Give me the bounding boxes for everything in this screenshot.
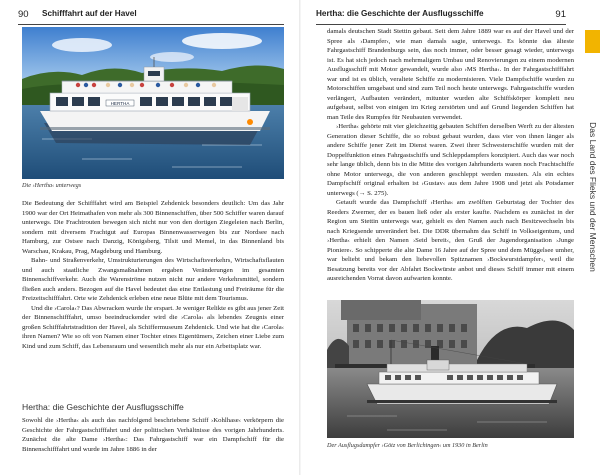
right-page-number: 91 <box>555 9 566 20</box>
left-section-text <box>22 416 284 454</box>
left-running-header <box>18 8 284 25</box>
left-paragraph-2: Bahn- und Straßenverkehr, Umstrukturierungen des Wirtschaftsverkehrs, Wirtschaftsflauten und auch staatliche Zwangsmaßnahmen ergaben Veränderungen im gesamten Binnenschiffverkehr. Auch die Warenströme nutzen nicht nur andere Verkehrsmittel, sondern fließen auch anders. Bezogen auf die Havel bedeutet das eine Entlastung und Freiräume für die Freizeitschifffahrt. Orte wie Zehdenick erleben eine neue Blüte mit dem Tourismus. <box>22 257 284 302</box>
chapter-side-label <box>585 60 600 340</box>
boat-name-plate: HERTHA <box>110 101 130 106</box>
right-paragraph-2: ›Hertha‹ gehörte mit vier gleichzeitig gebauten Schiffen derselben Werft zu der ältesten Generation dieser Schiffe, die so robust gebaut wurden, dass vier von ihnen länger als andere Schiffe jener Zeit im Dienst waren. Zwei ihrer Schwesterschiffe wurden mit der Doppelfunktion eines Fahrgastschiffs und Schleppdampfers konzipiert. Auch das war noch sehr lange üblich, denn bis in die Mitte des vorigen Jahrhunderts waren noch Frachtschiffe ohne Motor unterwegs, die von anderen geschleppt werden mussten. Als ein echtes Dampfschiff original erhalten ist ›Gustav‹ aus dem Jahre 1908 und jetzt als Potsdamer unterwegs (→ S. 275). <box>327 123 574 197</box>
right-running-header <box>316 8 566 25</box>
left-paragraph-3: Und die ›Carola‹? Das Abwracken wurde ihr erspart. Je weniger Relikte es gibt aus jener Zeit der Binnenschifffahrt, umso beeindruckender wird die ›Carola‹ als lebendes Zeugnis einer großen Schifffahrtstradition der Havel, als Schiffermuseum Zehdenick. Und wie hat die ›Carola‹ ihren Namen? Wie so oft von Namen einer Tochter eines Eigentümers, Zeichen einer Liebe zum Kind und zum Schiff, das Lebensraum und wesentlich mehr als nur ein Arbeitsplatz war. <box>22 304 284 350</box>
section-heading: Hertha: die Geschichte der Ausflugsschiffe <box>22 402 184 412</box>
left-body-text <box>22 199 284 351</box>
right-body-text <box>327 27 574 284</box>
hertha-photo <box>22 27 284 179</box>
left-section-paragraph: Sowohl die ›Hertha‹ als auch das nachfolgend beschriebene Schiff ›Kohlhase‹ verkörpern die Geschichte der Fahrgastschifffahrt und der politischen Verhältnisse des vorigen Jahrhunderts. Zunächst die alte Dame ›Hertha‹: Das Fahrgastschiff war ein Dampfschiff für die Binnenschifffahrt und wurde im Jahre 1886 in der <box>22 417 284 453</box>
right-paragraph-1: damals deutschen Stadt Stettin gebaut. Seit dem Jahre 1889 war es auf der Havel und der Spree als ›Dampfer‹, wie man damals sagte, unterwegs. Es könnte das älteste Fahrgastschiff Brandenburgs sein, das noch immer, oder besser gesagt wieder, unterwegs ist. Es hat sich jedoch nach mehrmaligem Umbau und Renovierungen zu einem modernen Ausflugsschiff mit Motor gewandelt, wurde also ›MS Hertha‹. In der Fahrgastschifffahrt war und ist es üblich, veraltete Schiffe zu modernisieren. Viele Dampfschiffe wurden zu Motorschiffen umgebaut und sind zum Teil noch heute unterwegs. Fahrgastschiffe wurden verlängert, Aufbauten verändert, mitunter wurden alte Schiffskörper komplett neu aufgebaut, selbst von einigen im Krieg zerstörten und auf Grund liegenden Schiffen hat man Teile des Rumpfes für Neubauten verwendet. <box>327 28 574 121</box>
right-header-title: Hertha: die Geschichte der Ausflugsschiffe <box>316 9 484 18</box>
left-page-number: 90 <box>18 9 29 20</box>
chapter-tab-marker <box>585 30 600 53</box>
left-paragraph-1: Die Bedeutung der Schifffahrt wird am Beispiel Zehdenick besonders deutlich: Um das Jahr 1900 war der Ort Heimathafen von mehr als 300 Binnenschiffen, über 500 Schiffer waren darauf unterwegs. Die Frachtrouten bewegen sich nicht nur von den dortigen Ziegeleien nach Berlin, sondern mit diversem Frachtgut auf Europas Binnenwasserwegen bis zur Nordsee nach Hamburg, zur Ostsee nach Danzig, Königsberg, Tilsit und Memel, in das Binnenland bis Warschau, Krakau, Prag, Magdeburg und Hamburg. <box>22 200 284 255</box>
book-gutter <box>299 0 301 475</box>
right-paragraph-3: Getauft wurde das Dampfschiff ›Hertha‹ am zwölften Geburtstag der Tochter des Reeders Zwerner, der es bauen ließ oder als erster kaufte. Nachdem es zunächst in der Region um Stettin unterwegs war, gehielt es den Namen auch nach Besitzwechseln bis nach Kriegsende unverändert bei. Die DDR übernahm das Schiff in Volkseigentum, und ›Hertha‹ erhielt den Namen ›Seid bereit‹, den Gruß der Jugendorganisation ›Junge Pioniere‹. So schipperte die alte Dame 16 Jahre auf der Spree und dem Müggelsee umher, war beliebt und bekam den liebevollen Spitznamen ›Bockwurstdampfer‹, weil die Besatzung bereits vor der Abfahrt Bockwürste anbot und dieses Schiff immer mit einem ausreichenden Vorrat davon aufwarten konnte. <box>327 199 574 282</box>
chapter-side-label-text: Das Land des Flieks und der Menschen <box>588 122 598 272</box>
historic-steamer-photo <box>327 300 574 438</box>
historic-steamer-caption: Der Ausflugsdampfer ›Götz von Berlichingen‹ um 1930 in Berlin <box>327 442 488 449</box>
left-header-title: Schifffahrt auf der Havel <box>42 9 137 18</box>
hertha-photo-caption: Die ›Hertha‹ unterwegs <box>22 182 82 189</box>
